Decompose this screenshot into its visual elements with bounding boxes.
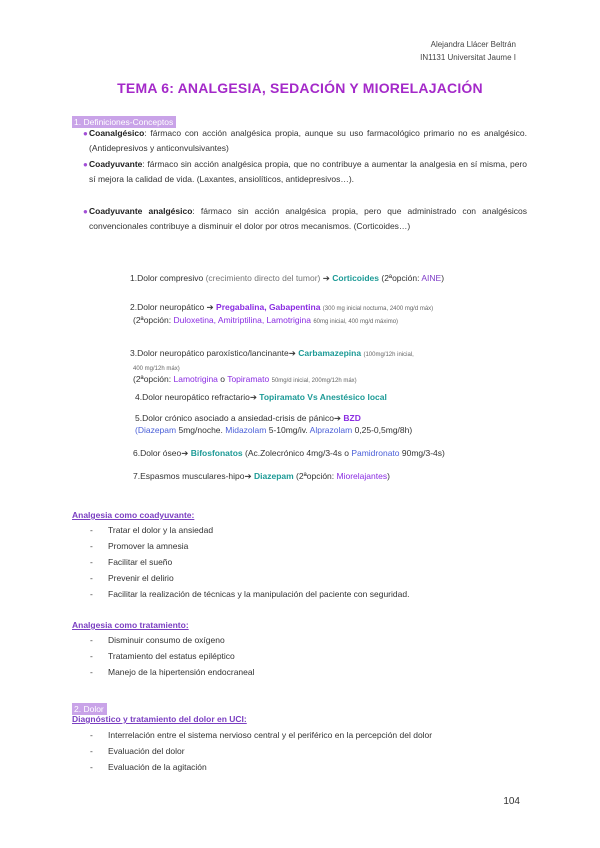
fig-text: ) (441, 273, 445, 283)
fig-text: 6.Dolor óseo (133, 448, 182, 458)
fig-drug: Pamidronato (351, 448, 402, 458)
list-item: - Facilitar la realización de técnicas y la manipulación del paciente con seguridad. (90, 589, 410, 599)
figure-line-11 (133, 470, 390, 482)
fig-text: o (220, 374, 228, 384)
definition-text: : fármaco sin acción analgésica propia, pero que administrado con analgésicos convencionales contribuye a disminuir el dolor por otros mecanismos. (Corticoides…) (89, 206, 528, 231)
definition-text: : fármaco con acción analgésica propia, aunque su uso farmacológico primario no es analgésico. (Antidepresivos y anticonvulsivantes) (89, 128, 527, 153)
fig-dose: 50mg/d inicial, 200mg/12h máx) (271, 378, 357, 384)
fig-drug: Topiramato Vs Anestésico local (259, 392, 387, 402)
fig-text: (2ªopción: (381, 273, 422, 283)
list-item: - Tratar el dolor y la ansiedad (90, 525, 214, 535)
definition-item (83, 157, 527, 187)
arrow-icon: ➔ (333, 413, 344, 423)
definition-text: : fármaco sin acción analgésica propia, que no contribuye a aumentar la analgesia en sí misma, pero sí mejora la calidad de vida. (Laxantes, ansiolíticos, antidepresivos…). (89, 159, 527, 184)
fig-drug: Midazolam (225, 425, 269, 435)
fig-text: (Ac.Zolecrónico (245, 448, 307, 458)
list-item: - Promover la amnesia (90, 541, 189, 551)
list-item: - Prevenir el delirio (90, 573, 174, 583)
list-item: - Tratamiento del estatus epiléptico (90, 651, 235, 661)
fig-text: 5-10mg/iv. (268, 425, 310, 435)
fig-drug: Diazepam (253, 471, 297, 481)
bullet-icon: ● (83, 129, 88, 138)
page-title: TEMA 6: ANALGESIA, SEDACIÓN Y MIORELAJACIÓN (117, 80, 483, 96)
fig-text: 4.Dolor neuropático refractario (135, 392, 250, 402)
list-item-text: Tratar el dolor y la ansiedad (108, 525, 214, 535)
fig-drug: BZD (343, 413, 361, 423)
fig-text: (crecimiento directo del tumor) (205, 273, 323, 283)
fig-drug: Carbamazepina (298, 348, 364, 358)
fig-text: 5mg/noche. (178, 425, 226, 435)
fig-text: 90mg/3-4s) (401, 448, 445, 458)
definition-item (83, 204, 528, 234)
definition-term: Coadyuvante analgésico (89, 206, 193, 216)
figure-line-8 (135, 412, 361, 424)
fig-dose: 400 mg/12h máx) (133, 366, 180, 372)
fig-drug: Corticoides (332, 273, 382, 283)
fig-dose: (100mg/12h inicial, (363, 352, 414, 358)
page-number: 104 (503, 796, 520, 807)
fig-text: 2.Dolor neuropático (130, 302, 207, 312)
arrow-icon: ➔ (249, 392, 260, 402)
fig-text: 5.Dolor crónico asociado a ansiedad-crisis de pánico (135, 413, 334, 423)
fig-text: 4mg/3-4s o (306, 448, 352, 458)
figure-line-3 (133, 314, 398, 328)
coadyuvante-heading: Analgesia como coadyuvante: (72, 510, 195, 520)
list-item-text: Tratamiento del estatus epiléptico (108, 651, 235, 661)
dolor-subheading: Diagnóstico y tratamiento del dolor en UCI: (72, 714, 247, 724)
section-heading-label: 2. Dolor (72, 703, 107, 715)
list-item-text: Facilitar la realización de técnicas y la manipulación del paciente con seguridad. (108, 589, 410, 599)
arrow-icon: ➔ (181, 448, 191, 458)
list-item: - Disminuir consumo de oxígeno (90, 635, 225, 645)
bullet-icon: ● (83, 207, 88, 216)
arrow-icon: ➔ (288, 348, 299, 358)
fig-dose: 60mg inicial, 400 mg/d máximo) (313, 319, 399, 325)
arrow-icon: ➔ (322, 273, 333, 283)
figure-line-1 (130, 272, 444, 284)
bullet-icon: ● (83, 160, 88, 169)
list-item: - Facilitar el sueño (90, 557, 173, 567)
definition-item (83, 126, 527, 156)
arrow-icon: ➔ (206, 302, 217, 312)
fig-text: (2ªopción: (296, 471, 337, 481)
list-item-text: Prevenir el delirio (108, 573, 174, 583)
figure-line-4 (130, 347, 414, 361)
list-item-text: Facilitar el sueño (108, 557, 173, 567)
figure-line-6 (133, 373, 357, 387)
fig-drug: Lamotrigina (173, 374, 221, 384)
list-item-text: Manejo de la hipertensión endocraneal (108, 667, 255, 677)
figure-line-7 (135, 391, 387, 403)
fig-text: (2ªopción: (133, 374, 174, 384)
document-header (420, 38, 516, 64)
fig-text: 7.Espasmos musculares-hipo (133, 471, 245, 481)
fig-drug: Alprazolam (309, 425, 355, 435)
author-name: Alejandra Llácer Beltrán (430, 40, 516, 49)
definition-term: Coanalgésico (89, 128, 145, 138)
figure-line-10 (133, 447, 445, 459)
definition-term: Coadyuvante (89, 159, 143, 169)
fig-text: 0,25-0,5mg/8h) (354, 425, 413, 435)
tratamiento-list (90, 632, 255, 680)
list-item: - Manejo de la hipertensión endocraneal (90, 667, 255, 677)
fig-drug: Topiramato (227, 374, 272, 384)
list-item-text: Evaluación del dolor (108, 746, 185, 756)
fig-drug: Duloxetina, Amitriptilina, Lamotrigina (173, 315, 314, 325)
list-item-text: Interrelación entre el sistema nervioso central y el periférico en la percepción del dolor (108, 730, 433, 740)
fig-drug: Bifosfonatos (190, 448, 245, 458)
tratamiento-heading: Analgesia como tratamiento: (72, 620, 189, 630)
fig-drug: Pregabalina, Gabapentina (216, 302, 323, 312)
fig-text: ) (387, 471, 390, 481)
list-item-text: Promover la amnesia (108, 541, 189, 551)
section-heading-label: 1. Definiciones-Conceptos (72, 116, 176, 128)
figure-line-9 (135, 424, 412, 436)
coadyuvante-list (90, 522, 409, 602)
fig-dose: (300 mg inicial nocturna, 2400 mg/d máx) (322, 306, 434, 312)
list-item: - Interrelación entre el sistema nervioso central y el periférico en la percepción del dolor (90, 730, 433, 740)
fig-drug: AINE (421, 273, 442, 283)
list-item-text: Disminuir consumo de oxígeno (108, 635, 225, 645)
list-item: - Evaluación de la agitación (90, 762, 207, 772)
fig-drug: (Diazepam (135, 425, 179, 435)
dolor-list (90, 727, 432, 775)
figure-line-2 (130, 301, 433, 315)
fig-text: (2ªopción: (133, 315, 174, 325)
fig-text: 1.Dolor compresivo (130, 273, 206, 283)
list-item: - Evaluación del dolor (90, 746, 185, 756)
arrow-icon: ➔ (244, 471, 254, 481)
fig-text: 3.Dolor neuropático paroxístico/lancinante (130, 348, 289, 358)
course-name: IN1131 Universitat Jaume I (420, 53, 516, 62)
list-item-text: Evaluación de la agitación (108, 762, 207, 772)
fig-drug: Miorelajantes (336, 471, 388, 481)
